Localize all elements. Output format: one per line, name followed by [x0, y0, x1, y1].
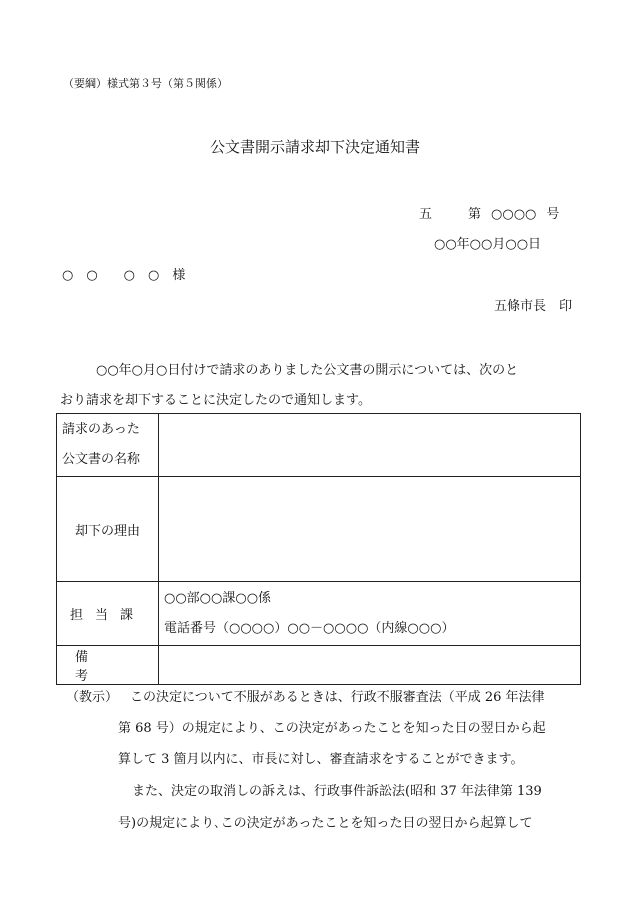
table-row [57, 414, 581, 477]
remarks-value [159, 646, 581, 685]
reference-prefix: 五 [419, 207, 433, 222]
department-label-text: 担当課 [69, 608, 145, 623]
department-phone: 電話番号（○○○○）○○－○○○○（内線○○○） [164, 620, 455, 636]
reference-number [419, 203, 559, 222]
body-text-line-1: ○○年○月○日付けで請求のありました公文書の開示については、次のと [96, 363, 519, 378]
document-name-value [159, 414, 581, 477]
rejection-reason-value [159, 477, 581, 582]
recipient-name: ○ ○ ○ ○ 様 [62, 268, 186, 283]
decision-table [56, 413, 581, 685]
notice-line-1: この決定について不服があるときは、行政不服審査法（平成 26 年法律 [130, 690, 545, 705]
reference-go: 号 [546, 207, 560, 222]
reference-number-value: ○○○○ [491, 207, 537, 222]
issuer: 五條市長 印 [494, 299, 573, 314]
table-row [57, 646, 581, 685]
remarks-label [57, 646, 159, 685]
document-name-label-line-2: 公文書の名称 [62, 452, 141, 467]
notice-label: （教示） [66, 690, 119, 705]
body-text-line-2: おり請求を却下することに決定したので通知します。 [60, 393, 371, 408]
issue-date: ○○年○○月○○日 [434, 237, 542, 252]
department-value [159, 582, 581, 646]
notice-line-3: 算して 3 箇月以内に、市長に対し、審査請求をすることができます。 [118, 752, 524, 767]
form-number: （要綱）様式第３号（第５関係） [63, 77, 228, 90]
notice-line-5: 号)の規定により､この決定があったことを知った日の翌日から起算して [118, 816, 533, 831]
remarks-label-text: 備考 [74, 650, 140, 684]
rejection-reason-label: 却下の理由 [57, 477, 159, 582]
notice-line-4: また、決定の取消しの訴えは、行政事件訴訟法(昭和 37 年法律第 139 [132, 784, 542, 799]
notice-line-2: 第 68 号）の規定により、この決定があったことを知った日の翌日から起 [118, 721, 546, 736]
reference-dai: 第 [468, 207, 482, 222]
table-row [57, 477, 581, 582]
department-name: ○○部○○課○○係 [164, 590, 272, 606]
document-name-label [57, 414, 159, 477]
department-label [57, 582, 159, 646]
document-title: 公文書開示請求却下決定通知書 [209, 138, 420, 156]
table-row [57, 582, 581, 646]
document-name-label-line-1: 請求のあった [62, 422, 140, 437]
